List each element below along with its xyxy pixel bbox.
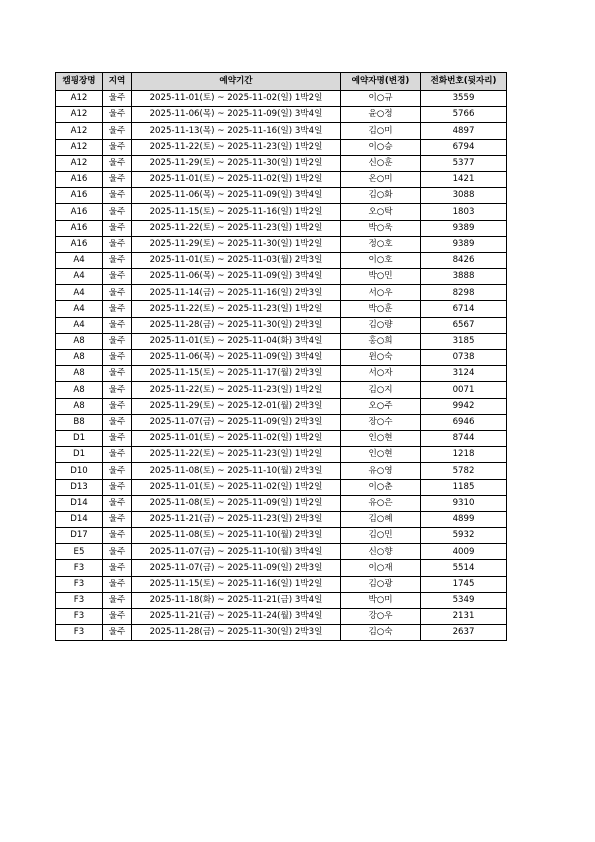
reserver-cell: 인○현 — [341, 447, 421, 463]
campsite-cell: A4 — [56, 269, 103, 285]
phone-cell: 4009 — [421, 544, 507, 560]
region-cell: 울주 — [103, 155, 132, 171]
table-row — [56, 301, 507, 317]
reserver-cell: 김○혜 — [341, 511, 421, 527]
table-header — [56, 73, 507, 91]
table-row — [56, 155, 507, 171]
reserver-cell: 서○우 — [341, 285, 421, 301]
campsite-cell: F3 — [56, 625, 103, 641]
region-cell: 울주 — [103, 479, 132, 495]
table-row — [56, 236, 507, 252]
reserver-cell: 김○미 — [341, 123, 421, 139]
table-row — [56, 479, 507, 495]
campsite-cell: D14 — [56, 495, 103, 511]
reserver-cell: 온○미 — [341, 171, 421, 187]
region-cell: 울주 — [103, 382, 132, 398]
period-cell: 2025-11-29(토) ~ 2025-11-30(일) 1박2일 — [132, 236, 341, 252]
campsite-cell: A12 — [56, 139, 103, 155]
phone-cell: 1803 — [421, 204, 507, 220]
region-cell: 울주 — [103, 414, 132, 430]
table-row — [56, 528, 507, 544]
period-cell: 2025-11-28(금) ~ 2025-11-30(일) 2박3일 — [132, 625, 341, 641]
phone-cell: 5349 — [421, 592, 507, 608]
reserver-cell: 오○탁 — [341, 204, 421, 220]
reserver-cell: 김○민 — [341, 528, 421, 544]
campsite-cell: F3 — [56, 576, 103, 592]
reserver-cell: 유○은 — [341, 495, 421, 511]
region-cell: 울주 — [103, 107, 132, 123]
region-cell: 울주 — [103, 366, 132, 382]
reserver-cell: 김○량 — [341, 317, 421, 333]
table-row — [56, 625, 507, 641]
region-cell: 울주 — [103, 333, 132, 349]
phone-cell: 5514 — [421, 560, 507, 576]
phone-cell: 5782 — [421, 463, 507, 479]
phone-cell: 2131 — [421, 609, 507, 625]
table-row — [56, 139, 507, 155]
period-cell: 2025-11-08(토) ~ 2025-11-10(월) 2박3일 — [132, 528, 341, 544]
table-row — [56, 544, 507, 560]
campsite-cell: A8 — [56, 366, 103, 382]
period-cell: 2025-11-15(토) ~ 2025-11-17(월) 2박3일 — [132, 366, 341, 382]
period-cell: 2025-11-01(토) ~ 2025-11-02(일) 1박2일 — [132, 171, 341, 187]
period-cell: 2025-11-06(목) ~ 2025-11-09(일) 3박4일 — [132, 350, 341, 366]
campsite-cell: F3 — [56, 592, 103, 608]
reserver-cell: 김○숙 — [341, 625, 421, 641]
period-cell: 2025-11-13(목) ~ 2025-11-16(일) 3박4일 — [132, 123, 341, 139]
reserver-cell: 이○재 — [341, 560, 421, 576]
period-cell: 2025-11-15(토) ~ 2025-11-16(일) 1박2일 — [132, 576, 341, 592]
phone-cell: 5377 — [421, 155, 507, 171]
campsite-cell: D1 — [56, 430, 103, 446]
phone-cell: 3088 — [421, 188, 507, 204]
header-reserver: 예약자명(변경) — [341, 73, 421, 91]
table-row — [56, 609, 507, 625]
table-row — [56, 414, 507, 430]
campsite-cell: A8 — [56, 398, 103, 414]
region-cell: 울주 — [103, 350, 132, 366]
table-row — [56, 560, 507, 576]
table-row — [56, 350, 507, 366]
table-row — [56, 366, 507, 382]
region-cell: 울주 — [103, 576, 132, 592]
region-cell: 울주 — [103, 139, 132, 155]
region-cell: 울주 — [103, 236, 132, 252]
campsite-cell: D1 — [56, 447, 103, 463]
period-cell: 2025-11-22(토) ~ 2025-11-23(일) 1박2일 — [132, 139, 341, 155]
campsite-cell: A12 — [56, 107, 103, 123]
region-cell: 울주 — [103, 625, 132, 641]
table-row — [56, 463, 507, 479]
table-row — [56, 495, 507, 511]
campsite-cell: D13 — [56, 479, 103, 495]
header-phone: 전화번호(뒷자리) — [421, 73, 507, 91]
region-cell: 울주 — [103, 301, 132, 317]
phone-cell: 6714 — [421, 301, 507, 317]
table-row — [56, 398, 507, 414]
table-row — [56, 447, 507, 463]
period-cell: 2025-11-08(토) ~ 2025-11-09(일) 1박2일 — [132, 495, 341, 511]
region-cell: 울주 — [103, 511, 132, 527]
region-cell: 울주 — [103, 544, 132, 560]
header-region: 지역 — [103, 73, 132, 91]
region-cell: 울주 — [103, 204, 132, 220]
region-cell: 울주 — [103, 123, 132, 139]
campsite-cell: A16 — [56, 204, 103, 220]
period-cell: 2025-11-07(금) ~ 2025-11-09(일) 2박3일 — [132, 414, 341, 430]
table-row — [56, 382, 507, 398]
phone-cell: 0071 — [421, 382, 507, 398]
region-cell: 울주 — [103, 188, 132, 204]
table-row — [56, 317, 507, 333]
campsite-cell: E5 — [56, 544, 103, 560]
campsite-cell: F3 — [56, 560, 103, 576]
header-row — [56, 73, 507, 91]
region-cell: 울주 — [103, 609, 132, 625]
campsite-cell: A4 — [56, 285, 103, 301]
region-cell: 울주 — [103, 91, 132, 107]
phone-cell: 6567 — [421, 317, 507, 333]
table-row — [56, 107, 507, 123]
period-cell: 2025-11-22(토) ~ 2025-11-23(일) 1박2일 — [132, 301, 341, 317]
campsite-cell: F3 — [56, 609, 103, 625]
header-period: 예약기간 — [132, 73, 341, 91]
table-row — [56, 576, 507, 592]
phone-cell: 3124 — [421, 366, 507, 382]
campsite-cell: A12 — [56, 91, 103, 107]
period-cell: 2025-11-22(토) ~ 2025-11-23(일) 1박2일 — [132, 447, 341, 463]
region-cell: 울주 — [103, 528, 132, 544]
region-cell: 울주 — [103, 269, 132, 285]
table-row — [56, 91, 507, 107]
period-cell: 2025-11-28(금) ~ 2025-11-30(일) 2박3일 — [132, 317, 341, 333]
reserver-cell: 홍○희 — [341, 333, 421, 349]
region-cell: 울주 — [103, 447, 132, 463]
reserver-cell: 강○우 — [341, 609, 421, 625]
phone-cell: 3185 — [421, 333, 507, 349]
phone-cell: 6946 — [421, 414, 507, 430]
period-cell: 2025-11-01(토) ~ 2025-11-02(일) 1박2일 — [132, 430, 341, 446]
period-cell: 2025-11-01(토) ~ 2025-11-02(일) 1박2일 — [132, 479, 341, 495]
region-cell: 울주 — [103, 285, 132, 301]
reserver-cell: 정○호 — [341, 236, 421, 252]
period-cell: 2025-11-14(금) ~ 2025-11-16(일) 2박3일 — [132, 285, 341, 301]
phone-cell: 2637 — [421, 625, 507, 641]
region-cell: 울주 — [103, 171, 132, 187]
reserver-cell: 박○욱 — [341, 220, 421, 236]
phone-cell: 1218 — [421, 447, 507, 463]
table-body — [56, 91, 507, 641]
reservation-table — [55, 72, 507, 641]
period-cell: 2025-11-01(토) ~ 2025-11-02(일) 1박2일 — [132, 91, 341, 107]
phone-cell: 9942 — [421, 398, 507, 414]
campsite-cell: A8 — [56, 382, 103, 398]
reserver-cell: 인○현 — [341, 430, 421, 446]
campsite-cell: A4 — [56, 252, 103, 268]
campsite-cell: B8 — [56, 414, 103, 430]
period-cell: 2025-11-01(토) ~ 2025-11-03(월) 2박3일 — [132, 252, 341, 268]
phone-cell: 0738 — [421, 350, 507, 366]
phone-cell: 9389 — [421, 236, 507, 252]
region-cell: 울주 — [103, 252, 132, 268]
phone-cell: 9389 — [421, 220, 507, 236]
table-row — [56, 123, 507, 139]
table-row — [56, 285, 507, 301]
period-cell: 2025-11-18(화) ~ 2025-11-21(금) 3박4일 — [132, 592, 341, 608]
campsite-cell: A12 — [56, 155, 103, 171]
table-row — [56, 430, 507, 446]
reserver-cell: 박○훈 — [341, 301, 421, 317]
reserver-cell: 이○규 — [341, 91, 421, 107]
region-cell: 울주 — [103, 495, 132, 511]
period-cell: 2025-11-22(토) ~ 2025-11-23(일) 1박2일 — [132, 220, 341, 236]
period-cell: 2025-11-07(금) ~ 2025-11-09(일) 2박3일 — [132, 560, 341, 576]
period-cell: 2025-11-06(목) ~ 2025-11-09(일) 3박4일 — [132, 107, 341, 123]
reserver-cell: 박○미 — [341, 592, 421, 608]
period-cell: 2025-11-08(토) ~ 2025-11-10(월) 2박3일 — [132, 463, 341, 479]
phone-cell: 8426 — [421, 252, 507, 268]
period-cell: 2025-11-29(토) ~ 2025-12-01(월) 2박3일 — [132, 398, 341, 414]
reserver-cell: 장○수 — [341, 414, 421, 430]
campsite-cell: D17 — [56, 528, 103, 544]
phone-cell: 3559 — [421, 91, 507, 107]
region-cell: 울주 — [103, 592, 132, 608]
reserver-cell: 서○자 — [341, 366, 421, 382]
period-cell: 2025-11-15(토) ~ 2025-11-16(일) 1박2일 — [132, 204, 341, 220]
phone-cell: 4897 — [421, 123, 507, 139]
region-cell: 울주 — [103, 430, 132, 446]
period-cell: 2025-11-29(토) ~ 2025-11-30(일) 1박2일 — [132, 155, 341, 171]
table-row — [56, 220, 507, 236]
period-cell: 2025-11-21(금) ~ 2025-11-24(월) 3박4일 — [132, 609, 341, 625]
reserver-cell: 김○광 — [341, 576, 421, 592]
table-row — [56, 592, 507, 608]
region-cell: 울주 — [103, 560, 132, 576]
phone-cell: 9310 — [421, 495, 507, 511]
phone-cell: 5932 — [421, 528, 507, 544]
period-cell: 2025-11-01(토) ~ 2025-11-04(화) 3박4일 — [132, 333, 341, 349]
reserver-cell: 윈○숙 — [341, 350, 421, 366]
reserver-cell: 이○호 — [341, 252, 421, 268]
phone-cell: 5766 — [421, 107, 507, 123]
campsite-cell: A4 — [56, 317, 103, 333]
period-cell: 2025-11-06(목) ~ 2025-11-09(일) 3박4일 — [132, 269, 341, 285]
table-row — [56, 269, 507, 285]
campsite-cell: D10 — [56, 463, 103, 479]
period-cell: 2025-11-07(금) ~ 2025-11-10(월) 3박4일 — [132, 544, 341, 560]
region-cell: 울주 — [103, 398, 132, 414]
reserver-cell: 신○향 — [341, 544, 421, 560]
phone-cell: 1421 — [421, 171, 507, 187]
reserver-cell: 오○주 — [341, 398, 421, 414]
campsite-cell: A8 — [56, 333, 103, 349]
table-row — [56, 204, 507, 220]
reserver-cell: 이○승 — [341, 139, 421, 155]
phone-cell: 6794 — [421, 139, 507, 155]
reserver-cell: 신○훈 — [341, 155, 421, 171]
table-row — [56, 188, 507, 204]
reserver-cell: 유○영 — [341, 463, 421, 479]
campsite-cell: A16 — [56, 171, 103, 187]
campsite-cell: A16 — [56, 236, 103, 252]
region-cell: 울주 — [103, 220, 132, 236]
phone-cell: 1745 — [421, 576, 507, 592]
campsite-cell: A16 — [56, 188, 103, 204]
campsite-cell: A12 — [56, 123, 103, 139]
reserver-cell: 윤○정 — [341, 107, 421, 123]
reserver-cell: 박○민 — [341, 269, 421, 285]
reserver-cell: 이○춘 — [341, 479, 421, 495]
region-cell: 울주 — [103, 463, 132, 479]
period-cell: 2025-11-06(목) ~ 2025-11-09(일) 3박4일 — [132, 188, 341, 204]
phone-cell: 8298 — [421, 285, 507, 301]
phone-cell: 4899 — [421, 511, 507, 527]
campsite-cell: A16 — [56, 220, 103, 236]
table-row — [56, 333, 507, 349]
reserver-cell: 김○화 — [341, 188, 421, 204]
table-row — [56, 171, 507, 187]
campsite-cell: D14 — [56, 511, 103, 527]
table-row — [56, 252, 507, 268]
period-cell: 2025-11-22(토) ~ 2025-11-23(일) 1박2일 — [132, 382, 341, 398]
phone-cell: 1185 — [421, 479, 507, 495]
reserver-cell: 김○지 — [341, 382, 421, 398]
period-cell: 2025-11-21(금) ~ 2025-11-23(일) 2박3일 — [132, 511, 341, 527]
phone-cell: 3888 — [421, 269, 507, 285]
phone-cell: 8744 — [421, 430, 507, 446]
table-row — [56, 511, 507, 527]
campsite-cell: A8 — [56, 350, 103, 366]
header-campsite: 캠핑장명 — [56, 73, 103, 91]
region-cell: 울주 — [103, 317, 132, 333]
campsite-cell: A4 — [56, 301, 103, 317]
